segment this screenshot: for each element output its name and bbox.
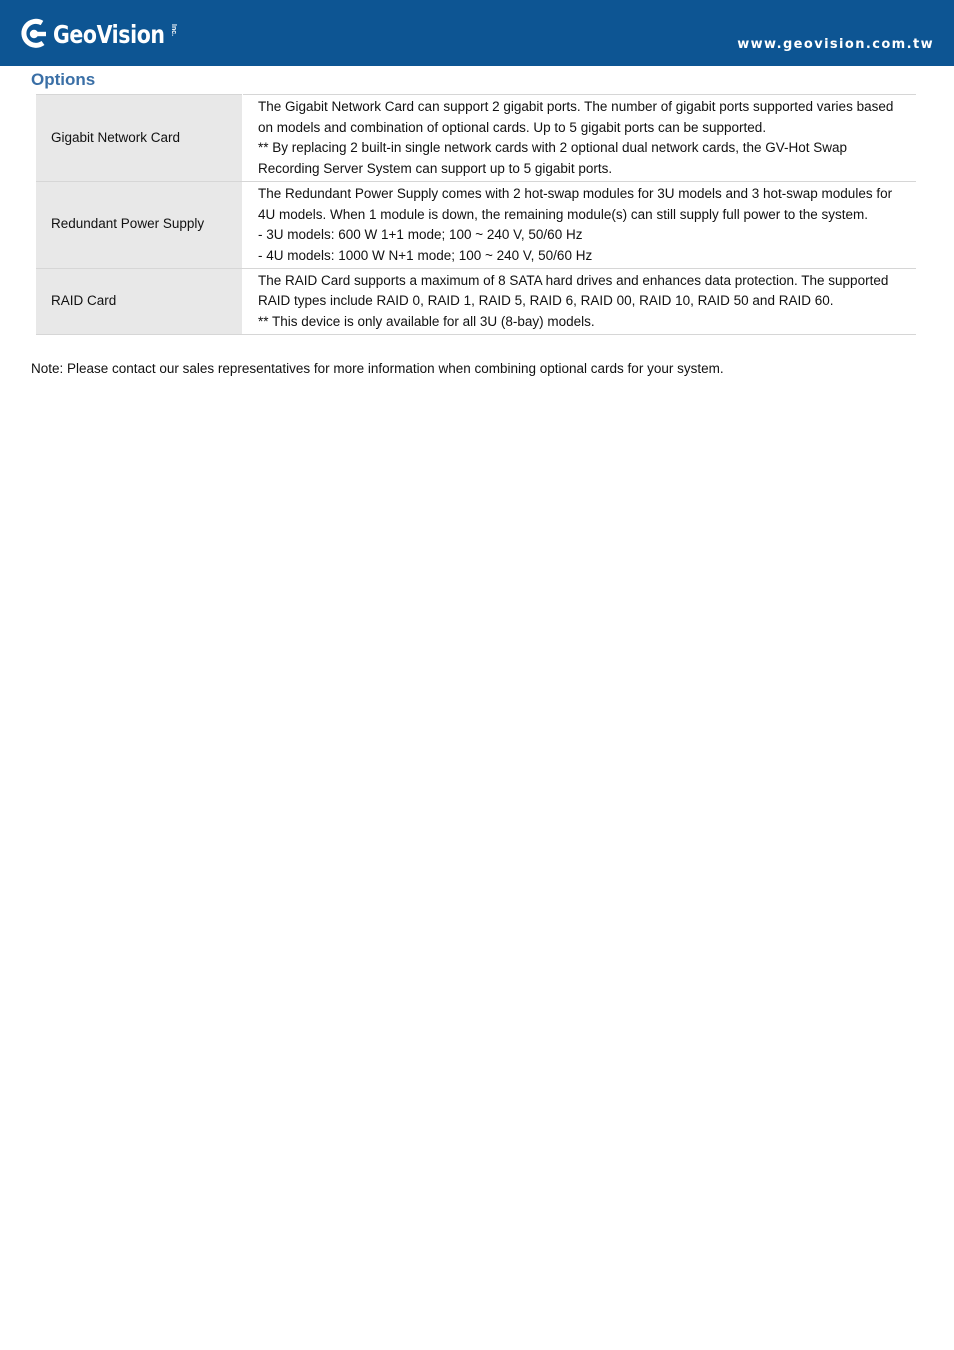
page-header [0,0,954,66]
option-name: Gigabit Network Card [36,95,243,182]
option-description [243,181,917,268]
description-line: ** This device is only available for all 3U (8-bay) models. [258,314,595,330]
option-description [243,95,917,182]
brand-suffix: Inc. [170,24,177,37]
description-line: The Gigabit Network Card can support 2 gigabit ports. The number of gigabit ports supported varies based on models and combination of optional cards. Up to 5 gigabit ports can be supported. [258,99,894,135]
description-line: The Redundant Power Supply comes with 2 hot-swap modules for 3U models and 3 hot-swap modules for 4U models. When 1 module is down, the remaining module(s) can still supply full power to the system. [258,185,893,222]
table-row [36,268,916,334]
brand-logo [18,14,189,54]
description-line: - 4U models: 1000 W N+1 mode; 100 ~ 240 V, 50/60 Hz [258,247,593,263]
geovision-logo-icon [18,17,48,51]
table-row [36,181,916,268]
footnote: Note: Please contact our sales representatives for more information when combining optional cards for your system. [31,361,724,376]
option-name: RAID Card [36,268,243,334]
section-title: Options [31,70,96,89]
website-url: www.geovision.com.tw [737,37,934,52]
table-row [36,95,916,182]
option-description [243,268,917,334]
option-name: Redundant Power Supply [36,181,243,268]
description-line: - 3U models: 600 W 1+1 mode; 100 ~ 240 V, 50/60 Hz [258,227,583,243]
options-table [36,94,916,335]
description-line: The RAID Card supports a maximum of 8 SATA hard drives and enhances data protection. The supported RAID types include RAID 0, RAID 1, RAID 5, RAID 6, RAID 00, RAID 10, RAID 50 and RAID 60. [258,272,889,309]
description-line: ** By replacing 2 built-in single network cards with 2 optional dual network cards, the GV-Hot Swap Recording Server System can support up to 5 gigabit ports. [258,140,848,177]
brand-name: GeoVision [53,19,165,49]
